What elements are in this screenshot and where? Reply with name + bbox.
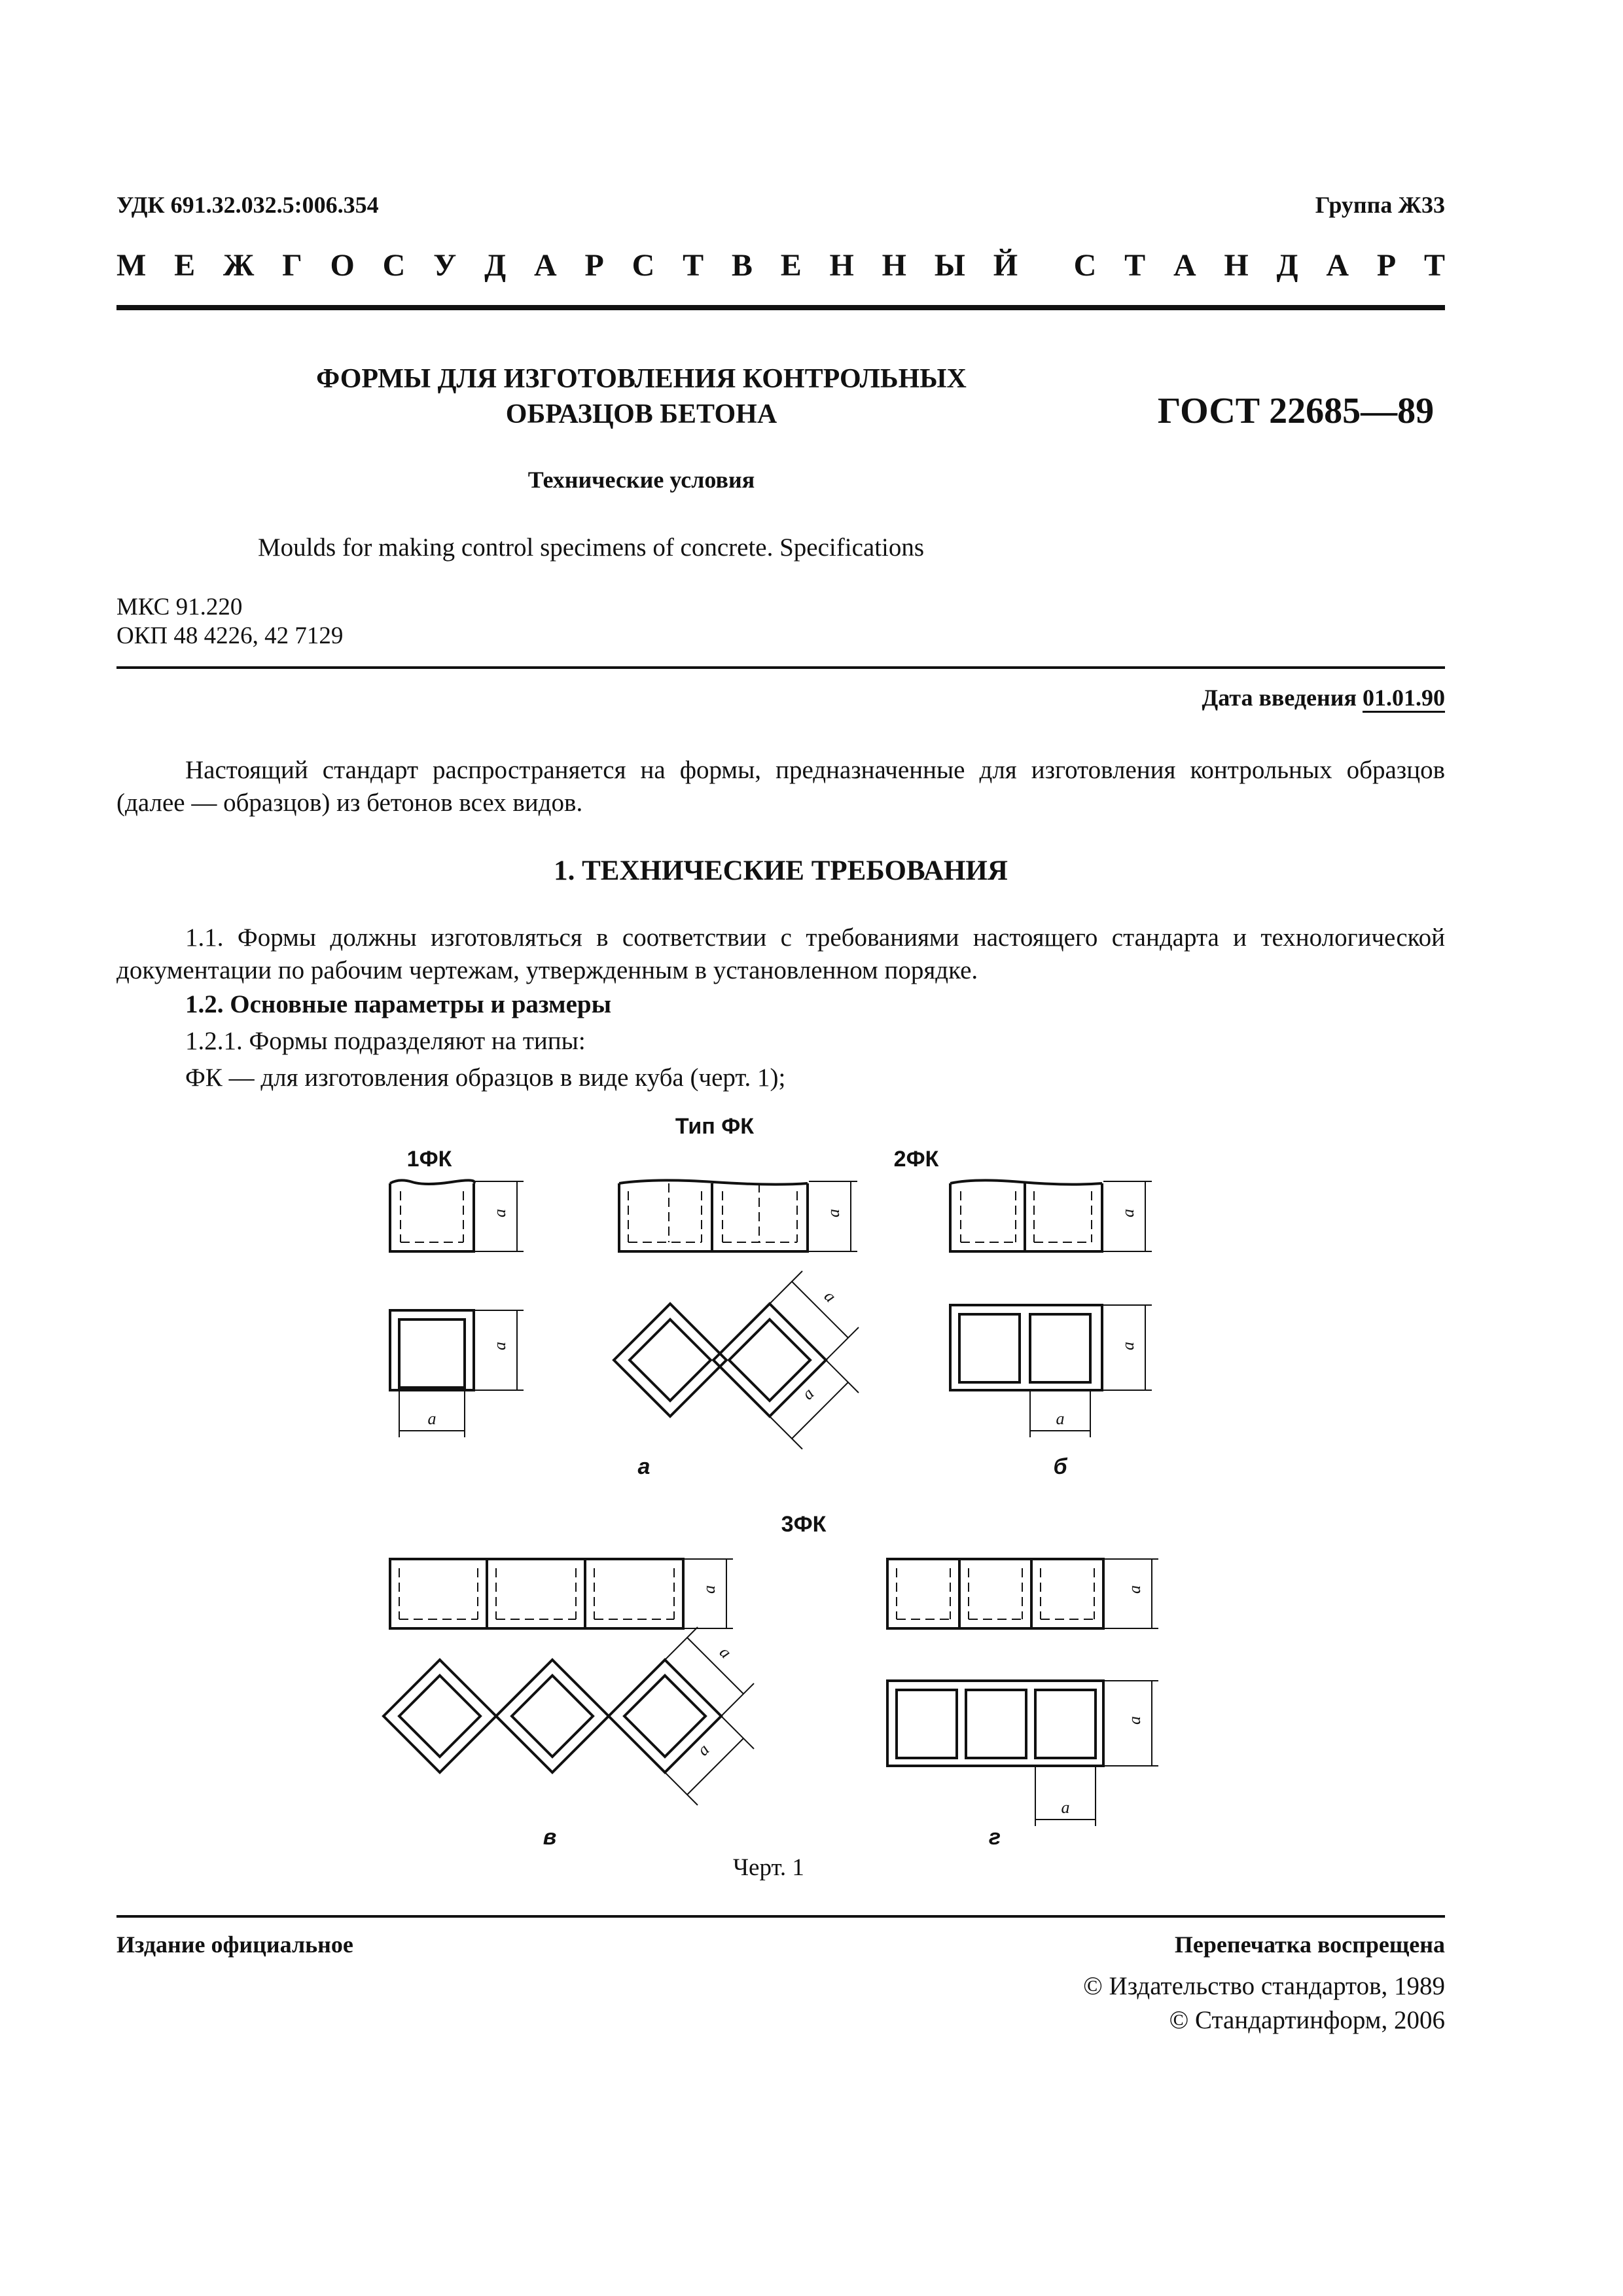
heading-letter: Е <box>174 248 196 283</box>
document-subtitle: Технические условия <box>527 467 755 493</box>
document-title: ФОРМЫ ДЛЯ ИЗГОТОВЛЕНИЯ КОНТРОЛЬНЫХ ОБРАЗЦОВ БЕТОНА <box>316 364 967 429</box>
figure-type-title: Тип ФК <box>675 1114 755 1139</box>
heading-letter: Т <box>1423 248 1445 283</box>
paragraph-1-2-heading: 1.2. Основные параметры и размеры <box>185 990 612 1018</box>
dim-label: a <box>1118 1209 1137 1217</box>
paragraph-1-2-1: 1.2.1. Формы подразделяют на типы: <box>185 1027 586 1055</box>
official-edition-note: Издание официальное <box>116 1931 353 1958</box>
dim-label: a <box>715 1642 736 1662</box>
bottom-rule <box>116 1915 1445 1918</box>
heading-letter: В <box>731 248 753 283</box>
heading-letter: Д <box>1276 248 1298 283</box>
sublabel-v: в <box>543 1825 557 1850</box>
dimension-3fk-v-side <box>685 1559 733 1628</box>
english-title: Moulds for making control specimens of concrete. Specifications <box>258 533 925 562</box>
dimension-1fk-plan <box>399 1310 524 1437</box>
heading-letter: Г <box>282 248 302 283</box>
paragraph-fk-type: ФК — для изготовления образцов в виде куба (черт. 1); <box>185 1064 786 1092</box>
dim-label: a <box>490 1209 509 1217</box>
udk-code: УДК 691.32.032.5:006.354 <box>116 192 379 218</box>
dim-label: a <box>693 1740 713 1760</box>
heading-letter: С <box>632 248 655 283</box>
dim-label: a <box>798 1384 818 1404</box>
dimension-3fk-g-side <box>1105 1559 1158 1628</box>
heading-letter: А <box>534 248 557 283</box>
reprint-prohibited-note: Перепечатка воспрещена <box>1174 1931 1445 1958</box>
heading-letter: Т <box>1124 248 1146 283</box>
mould-3fk-v-plan-view <box>383 1660 721 1772</box>
dim-label: a <box>427 1409 437 1428</box>
heading-letter: Ы <box>934 248 965 283</box>
heading-letter: О <box>330 248 355 283</box>
figure-caption: Черт. 1 <box>733 1854 804 1881</box>
dimension-2fk-a-side <box>809 1181 857 1251</box>
label-3fk: 3ФК <box>781 1512 827 1537</box>
heading-letter: Т <box>683 248 704 283</box>
sublabel-g: г <box>988 1825 1001 1850</box>
gost-number: ГОСТ 22685—89 <box>1157 391 1435 431</box>
heading-letter: Е <box>780 248 802 283</box>
heading-letter: С <box>382 248 406 283</box>
group-code: Группа Ж33 <box>1315 192 1445 218</box>
dim-label: a <box>490 1342 509 1350</box>
dim-label: a <box>700 1585 719 1594</box>
mks-code: МКС 91.220 <box>116 594 243 620</box>
dim-label: a <box>1061 1798 1070 1817</box>
heading-letter: Н <box>829 248 854 283</box>
mould-2fk-b-plan-view <box>950 1305 1102 1390</box>
heading-letter: С <box>1073 248 1097 283</box>
dim-label: a <box>824 1209 843 1217</box>
heading-letter: У <box>433 248 457 283</box>
dimension-2fk-a-plan <box>770 1271 859 1449</box>
dim-label: a <box>820 1286 840 1306</box>
copyright-2006: © Стандартинформ, 2006 <box>1169 2006 1445 2034</box>
sublabel-a: а <box>637 1454 651 1479</box>
mould-2fk-a-side-view <box>619 1180 808 1251</box>
heading-letter: Й <box>993 248 1018 283</box>
dim-label: a <box>1056 1409 1065 1428</box>
mould-3fk-g-plan-view <box>887 1681 1103 1766</box>
mould-3fk-v-side-view <box>390 1559 683 1628</box>
heading-letter: Р <box>1376 248 1397 283</box>
mould-2fk-a-plan-view <box>614 1304 826 1416</box>
mould-1fk-side-view <box>390 1180 474 1251</box>
label-1fk: 1ФК <box>406 1147 452 1172</box>
label-2fk: 2ФК <box>893 1147 939 1172</box>
date-label: Дата введения <box>1202 685 1363 711</box>
intro-paragraph: Настоящий стандарт распространяется на формы, предназначенные для изготовления контрольных образцов (далее — образцов) из бетонов всех видов. <box>116 756 1445 817</box>
paragraph-1-1: 1.1. Формы должны изготовляться в соответствии с требованиями настоящего стандарта и технологической документации по рабочим чертежам, утвержденным в установленном порядке. <box>116 924 1445 984</box>
mould-3fk-g-side-view <box>887 1559 1103 1628</box>
heading-letter: Н <box>1224 248 1249 283</box>
heading-letter: Р <box>584 248 604 283</box>
okp-code: ОКП 48 4226, 42 7129 <box>116 622 344 649</box>
dimension-3fk-v-plan <box>665 1627 754 1805</box>
dim-label: a <box>1125 1716 1144 1725</box>
date-value: 01.01.90 <box>1363 685 1445 711</box>
dim-label: a <box>1118 1342 1137 1350</box>
heading-letter: М <box>116 248 147 283</box>
heading-letter: Н <box>882 248 906 283</box>
copyright-1989: © Издательство стандартов, 1989 <box>1083 1972 1445 2000</box>
dimension-2fk-b-side <box>1103 1181 1152 1251</box>
dim-label: a <box>1125 1585 1144 1594</box>
heading-letter: Д <box>484 248 507 283</box>
heading-letter: А <box>1326 248 1349 283</box>
dimension-1fk-side <box>475 1181 524 1251</box>
section-heading-1: 1. ТЕХНИЧЕСКИЕ ТРЕБОВАНИЯ <box>554 855 1008 886</box>
heading-letter: А <box>1173 248 1196 283</box>
mould-2fk-b-side-view <box>950 1180 1102 1251</box>
mould-1fk-plan-view <box>390 1310 474 1390</box>
sublabel-b: б <box>1053 1454 1067 1479</box>
heading-letter: Ж <box>223 248 255 283</box>
